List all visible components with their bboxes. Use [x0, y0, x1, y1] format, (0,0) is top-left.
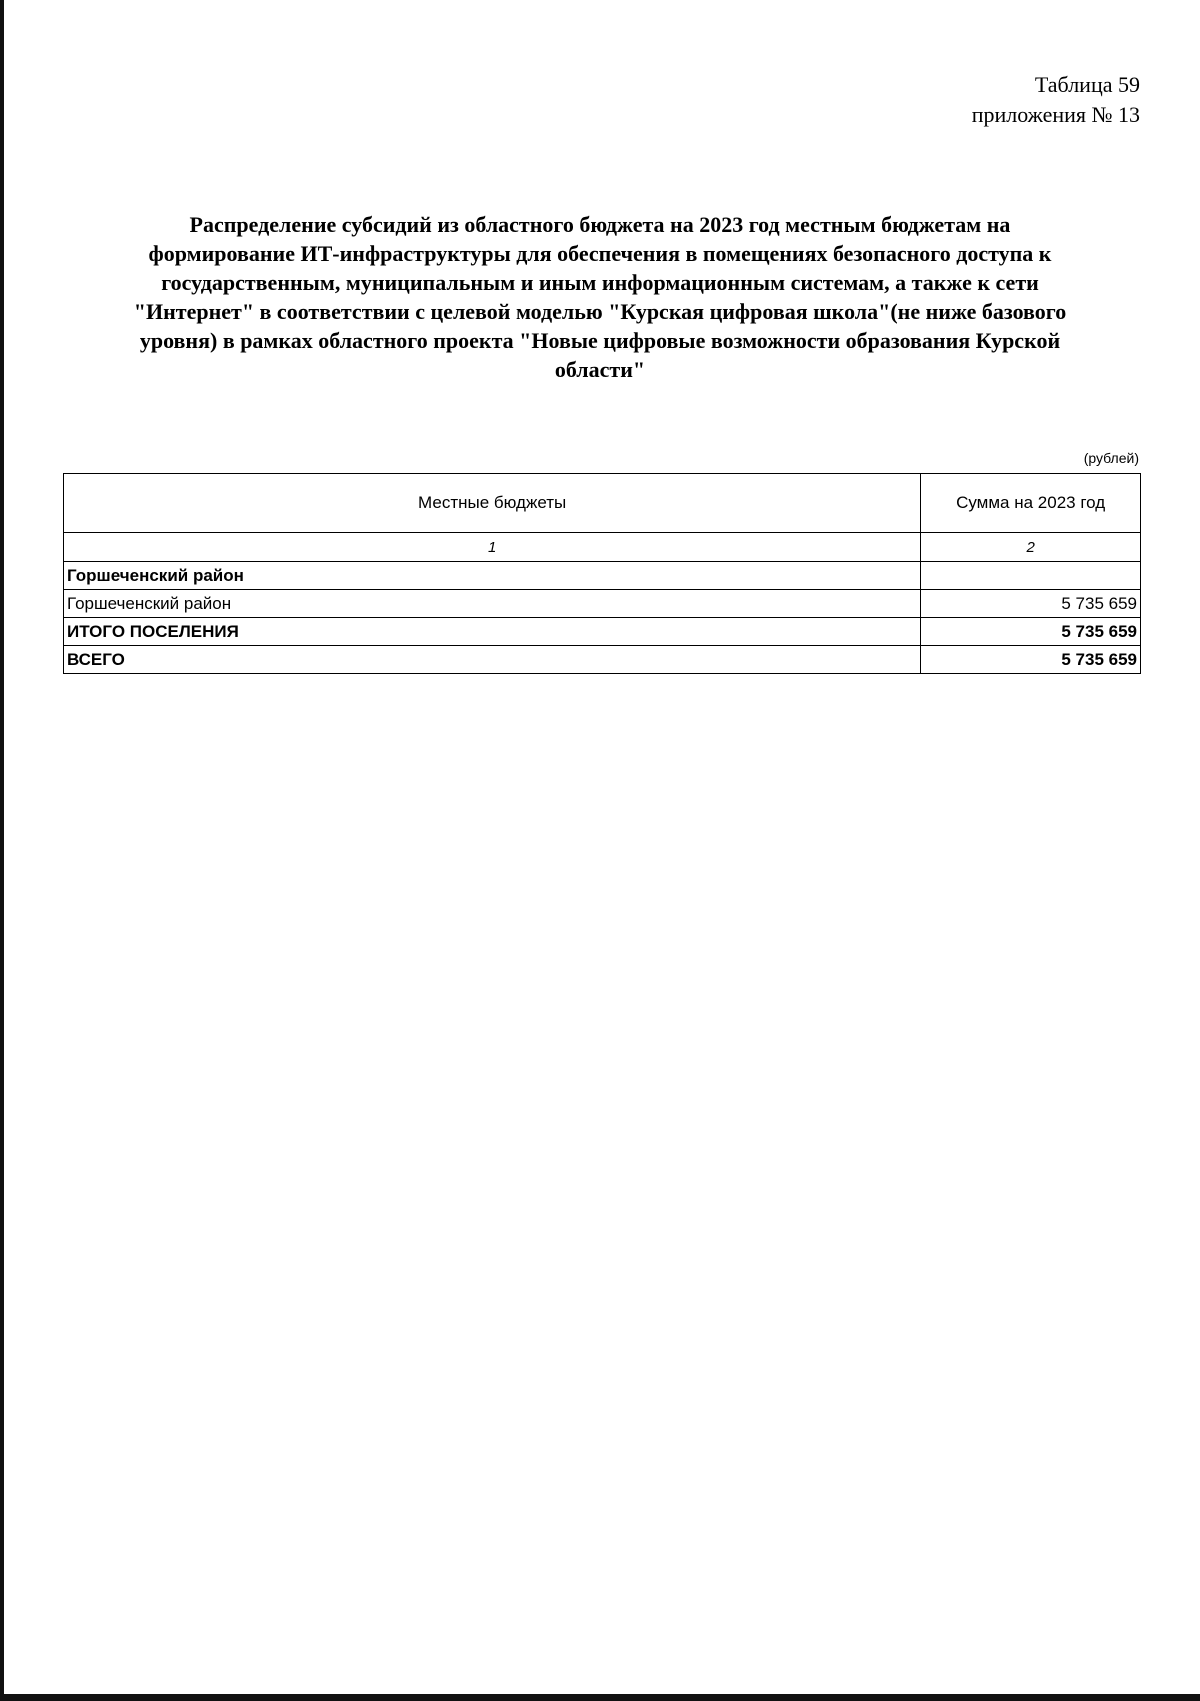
column-number-1: 1 — [64, 533, 921, 562]
table-row-district-header — [64, 562, 1141, 590]
column-number-2: 2 — [921, 533, 1141, 562]
row-amount — [921, 562, 1141, 590]
table-header-row — [64, 474, 1141, 533]
row-name: Горшеченский район — [64, 590, 921, 618]
row-name: Горшеченский район — [64, 562, 921, 590]
budget-table — [63, 473, 1141, 674]
title-line: "Интернет" в соответствии с целевой моделью "Курская цифровая школа"(не ниже базового — [133, 299, 1067, 324]
table-row-settlements-total — [64, 618, 1141, 646]
row-name: ВСЕГО — [64, 646, 921, 674]
title-line: уровня) в рамках областного проекта "Новые цифровые возможности образования Курской — [139, 328, 1061, 353]
table-row-district — [64, 590, 1141, 618]
scan-edge-left — [0, 0, 4, 1701]
row-amount: 5 735 659 — [921, 646, 1141, 674]
title-line: Распределение субсидий из областного бюджета на 2023 год местным бюджетам на — [189, 212, 1011, 237]
document-title — [80, 210, 1120, 384]
header-reference — [972, 70, 1140, 130]
header-local-budgets: Местные бюджеты — [64, 474, 921, 533]
scan-edge-bottom — [0, 1694, 1200, 1701]
appendix-reference: приложения № 13 — [971, 102, 1140, 127]
title-line: государственным, муниципальным и иным информационным системам, а также к сети — [161, 270, 1039, 295]
table-row-grand-total — [64, 646, 1141, 674]
row-amount: 5 735 659 — [921, 590, 1141, 618]
row-amount: 5 735 659 — [921, 618, 1141, 646]
column-number-row — [64, 533, 1141, 562]
table-reference: Таблица 59 — [1034, 72, 1140, 97]
header-amount-2023: Сумма на 2023 год — [921, 474, 1141, 533]
title-line: области" — [554, 357, 646, 382]
units-label: (рублей) — [1083, 450, 1139, 466]
row-name: ИТОГО ПОСЕЛЕНИЯ — [64, 618, 921, 646]
title-line: формирование ИТ-инфраструктуры для обеспечения в помещениях безопасного доступа к — [148, 241, 1052, 266]
